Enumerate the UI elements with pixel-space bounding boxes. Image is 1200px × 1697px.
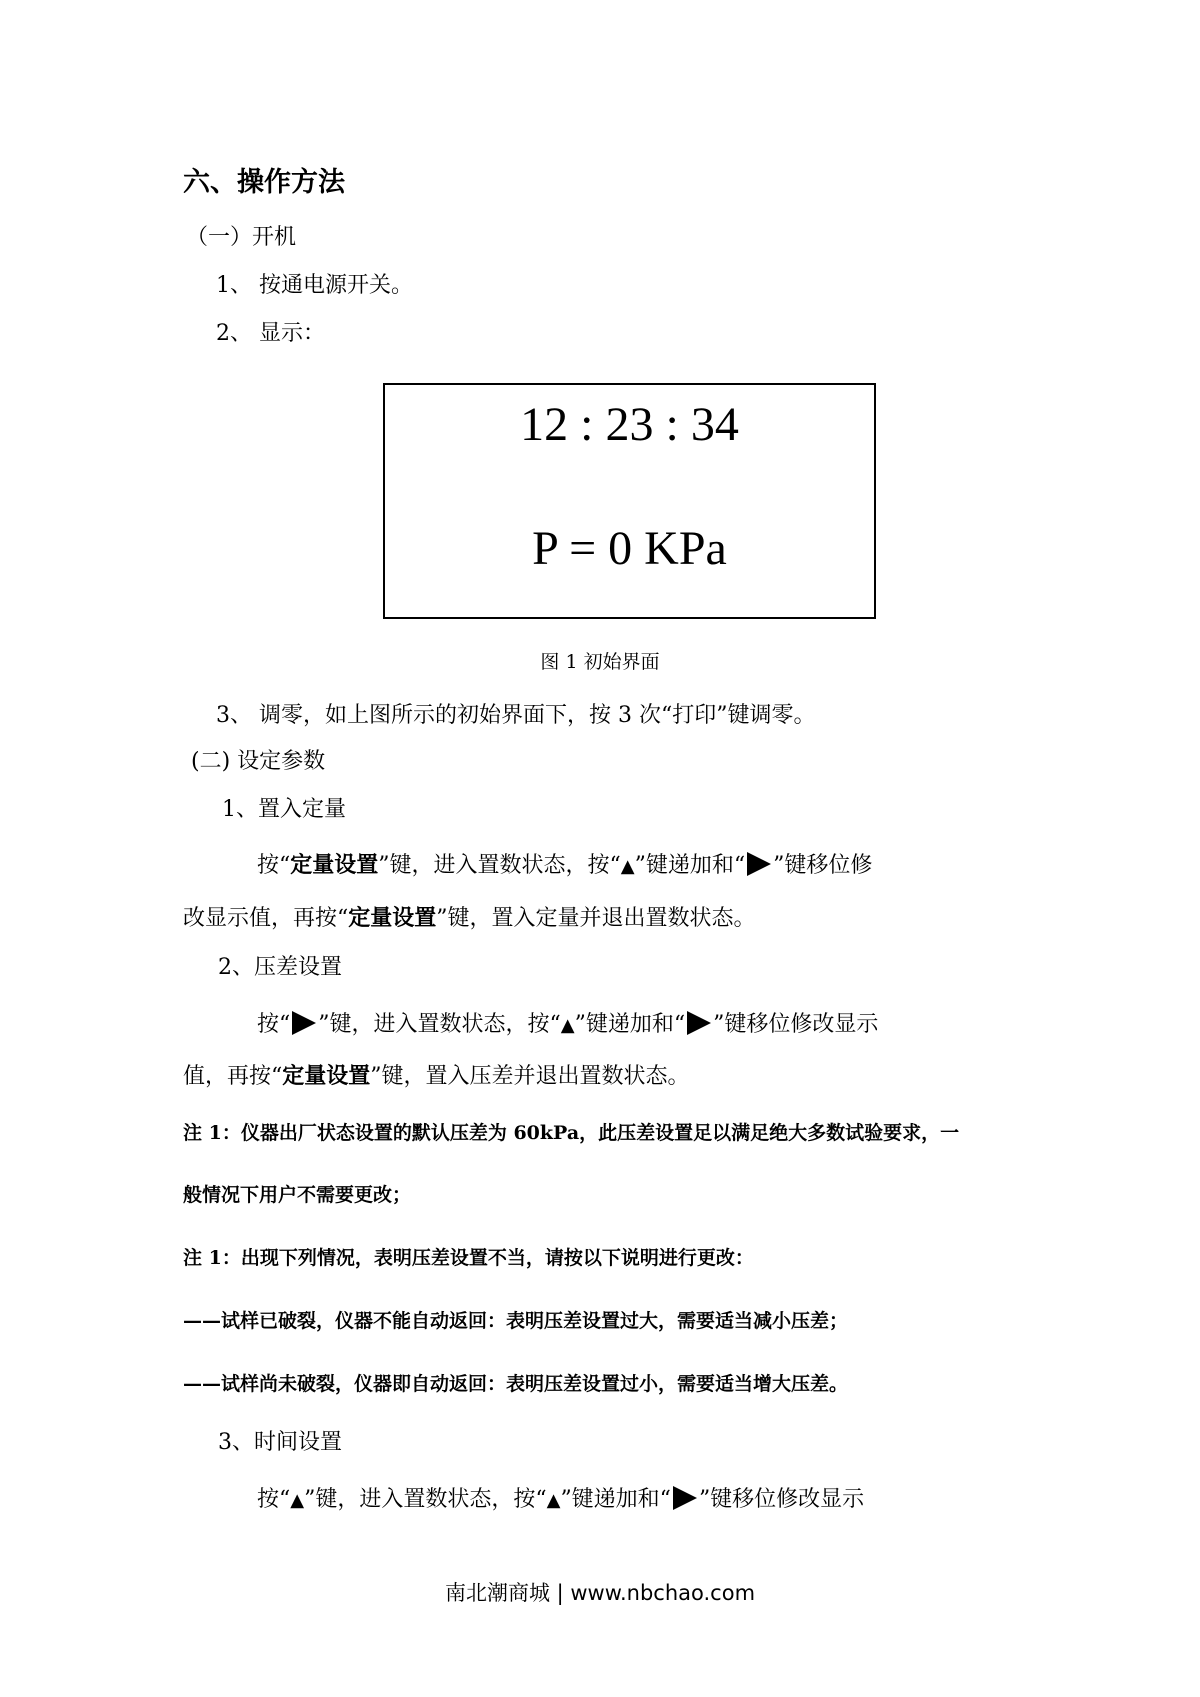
- right-arrow-icon: [673, 1486, 697, 1510]
- right-arrow-icon: [292, 1011, 316, 1035]
- quantity-set-key-label: 定量设置: [282, 1064, 371, 1089]
- section-heading: 六、操作方法: [183, 167, 345, 198]
- text-run: ”键，置入定量并退出置数状态。: [436, 906, 756, 931]
- param-item-3-line-1: [257, 1482, 864, 1513]
- text-run: ”键移位修改显示: [698, 1487, 865, 1512]
- param-item-1-line-2: [183, 901, 756, 932]
- note-1-line-2: 般情况下用户不需要更改；: [183, 1184, 412, 1206]
- text-run: 改显示值，再按“: [183, 906, 349, 931]
- param-item-2-line-1: [257, 1007, 878, 1038]
- up-arrow-icon: ▲: [620, 856, 635, 877]
- param-item-2-title: 2、压差设置: [218, 955, 342, 980]
- note-dash-1: ——试样已破裂，仪器不能自动返回：表明压差设置过大，需要适当减小压差；: [183, 1310, 849, 1332]
- note-dash-2: ——试样尚未破裂，仪器即自动返回：表明压差设置过小，需要适当增大压差。: [183, 1373, 849, 1395]
- lcd-time-readout: 12 : 23 : 34: [520, 398, 739, 451]
- quantity-set-key-label: 定量设置: [348, 906, 437, 931]
- note-2: 注 1：出现下列情况，表明压差设置不当，请按以下说明进行更改：: [183, 1247, 754, 1269]
- figure-caption: 图 1 初始界面: [540, 651, 660, 673]
- text-run: ”键递加和“: [560, 1487, 671, 1512]
- text-run: ”键，进入置数状态，按“: [304, 1487, 547, 1512]
- text-run: ”键递加和“: [574, 1012, 686, 1037]
- text-run: 按“: [257, 1487, 291, 1512]
- param-item-3-title: 3、时间设置: [218, 1430, 342, 1455]
- param-item-1-title: 1、置入定量: [222, 797, 346, 822]
- param-item-2-line-2: [183, 1059, 690, 1090]
- text-run: ”键，进入置数状态，按“: [318, 1012, 561, 1037]
- page-footer: 南北潮商城 | www.nbchao.com: [444, 1581, 756, 1605]
- text-run: 按“: [257, 1012, 291, 1037]
- text-run: ”键，置入压差并退出置数状态。: [370, 1064, 690, 1089]
- text-run: ”键，进入置数状态，按“: [378, 853, 621, 878]
- text-run: ”键递加和“: [634, 853, 746, 878]
- subsection-title-parameters: (二) 设定参数: [191, 749, 326, 774]
- up-arrow-icon: ▲: [290, 1490, 305, 1511]
- lcd-display-panel: [383, 383, 876, 619]
- param-item-1-line-1: [257, 848, 872, 879]
- right-arrow-icon: [687, 1011, 711, 1035]
- up-arrow-icon: ▲: [546, 1490, 561, 1511]
- subsection-title-startup: （一）开机: [186, 225, 297, 250]
- text-run: 值，再按“: [183, 1064, 283, 1089]
- note-1-line-1: 注 1：仪器出厂状态设置的默认压差为 60kPa，此压差设置足以满足绝大多数试验要求，一: [183, 1122, 960, 1144]
- lcd-pressure-readout: P = 0 KPa: [532, 522, 727, 575]
- up-arrow-icon: ▲: [560, 1015, 575, 1036]
- right-arrow-icon: [747, 852, 771, 876]
- quantity-set-key-label: 定量设置: [290, 853, 379, 878]
- startup-step-3: 3、 调零，如上图所示的初始界面下，按 3 次“打印”键调零。: [216, 703, 816, 728]
- text-run: ”键移位修: [773, 853, 873, 878]
- text-run: 按“: [257, 853, 291, 878]
- startup-step-1: 1、 按通电源开关。: [216, 273, 413, 298]
- startup-step-2: 2、 显示：: [216, 321, 325, 346]
- text-run: ”键移位修改显示: [713, 1012, 879, 1037]
